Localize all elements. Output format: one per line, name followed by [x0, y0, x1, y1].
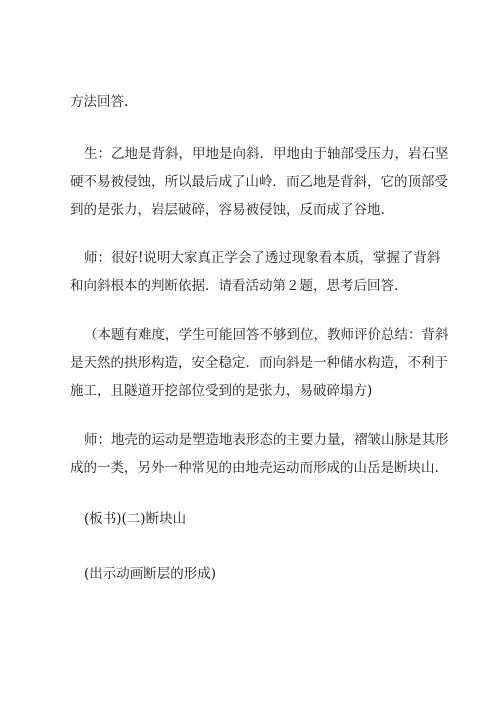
text-line-13: (出示动画断层的形成) [84, 566, 217, 582]
text-line-5: 师：很好!说明大家真正学会了透过现象看本质，掌握了背斜 [84, 250, 441, 266]
text-line-4: 到的是张力，岩层破碎，容易被侵蚀，反而成了谷地. [70, 202, 385, 218]
text-line-11: 成的一类，另外一种常见的由地壳运动而形成的山岳是断块山. [70, 460, 439, 476]
text-line-9: 施工，且隧道开挖部位受到的是张力，易破碎塌方) [70, 383, 373, 399]
text-line-12: (板书)(二)断块山 [84, 511, 187, 527]
text-line-1: 方法回答. [70, 94, 129, 110]
text-line-3: 硬不易被侵蚀，所以最后成了山岭．而乙地是背斜，它的顶部受 [70, 174, 448, 190]
text-line-7: （本题有难度，学生可能回答不够到位，教师评价总结：背斜 [84, 327, 449, 343]
text-line-6: 和向斜根本的判断依据．请看活动第２题，思考后回答. [70, 278, 399, 294]
text-line-10: 师：地壳的运动是塑造地表形态的主要力量，褶皱山脉是其形 [84, 432, 449, 448]
text-line-2: 生：乙地是背斜，甲地是向斜．甲地由于轴部受压力，岩石坚 [84, 146, 449, 162]
text-line-8: 是天然的拱形构造，安全稳定．而向斜是一种储水构造，不利于 [70, 355, 448, 371]
